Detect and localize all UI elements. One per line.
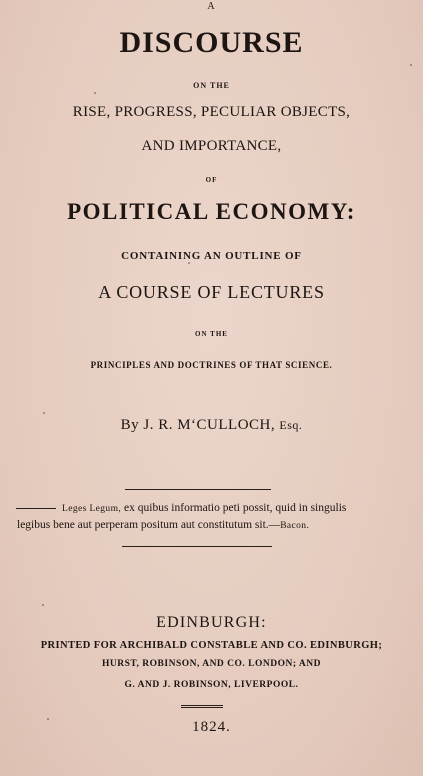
subtitle-line-2: AND IMPORTANCE, [141, 138, 282, 154]
author-line [0, 417, 423, 434]
subject-title: POLITICAL ECONOMY: [67, 199, 356, 224]
main-title: DISCOURSE [119, 26, 304, 59]
imprint-liverpool: G. AND J. ROBINSON, LIVERPOOL. [124, 680, 299, 690]
paper-speck [47, 718, 49, 720]
rule-top [125, 489, 271, 490]
subtitle-line-1: RISE, PROGRESS, PECULIAR OBJECTS, [72, 104, 351, 120]
paper-speck [42, 604, 44, 606]
rule-middle [122, 546, 272, 547]
article-a: A [207, 1, 216, 12]
paper-speck [43, 412, 45, 414]
epigraph-text-1: ex quibus informatio peti possit, quid in singulis [121, 502, 347, 514]
imprint-london: HURST, ROBINSON, AND CO. LONDON; AND [102, 659, 321, 669]
course-title: A COURSE OF LECTURES [98, 282, 325, 302]
imprint-city: EDINBURGH: [156, 614, 267, 631]
epigraph-leges-legum: Leges Legum, [62, 504, 122, 514]
epigraph-attribution: Bacon. [280, 521, 310, 531]
containing-line: CONTAINING AN OUTLINE OF [121, 250, 302, 262]
author-suffix: Esq. [279, 418, 303, 432]
em-dash-rule [16, 508, 56, 509]
epigraph-line-1 [16, 500, 401, 517]
connector-on-the-2: ON THE [195, 330, 228, 338]
rule-year [181, 705, 223, 708]
connector-of: OF [205, 176, 218, 184]
connector-on-the: ON THE [193, 81, 230, 90]
author-by: By [120, 417, 140, 433]
imprint-printed-for: PRINTED FOR ARCHIBALD CONSTABLE AND CO. EDINBURGH; [40, 640, 383, 651]
paper-speck [94, 92, 96, 94]
epigraph [16, 500, 401, 534]
paper-speck [188, 262, 190, 264]
paper-speck [410, 64, 412, 66]
epigraph-line-2 [16, 517, 401, 534]
epigraph-text-2: legibus bene aut perperam positum aut constitutum sit.— [17, 519, 281, 531]
principles-line: PRINCIPLES AND DOCTRINES OF THAT SCIENCE. [90, 360, 333, 370]
author-name: J. R. M‘CULLOCH, [143, 417, 276, 433]
publication-year: 1824. [192, 719, 231, 735]
